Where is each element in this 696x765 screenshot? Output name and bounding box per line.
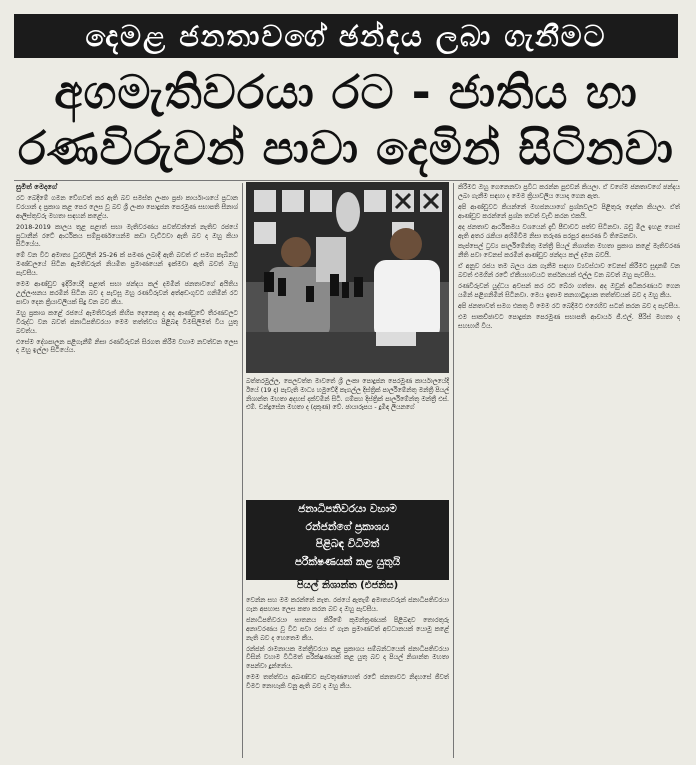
article-column-right xyxy=(458,183,680,758)
paragraph: ඒ අනුව රජය තම බලය රැක ගැනීම සඳහා ව්‍යවස්ථාව වෙනස් කිරීමට සූදානම් වන බවත් එමගින් රටේ ඒකීයභාවයට තර්ජනයක් එල්ල වන බවත් ඔහු පැවසීය. xyxy=(458,262,680,280)
paragraph: අපි ආණ්ඩුවට කියන්නේ මහජනයාගේ ප්‍රශ්නවලට පිළිතුරු දෙන්න කියලා. ඒත් ආණ්ඩුව කරන්නේ ප්‍රශ්න තවත් වැඩි කරන එකයි. xyxy=(458,202,680,220)
paragraph: එසේම දේශපාලන පළිගැනීම් නිසා රණවිරුවන් සිරගත කිරීම වහාම නවත්වන ලෙස ද ඔහු ඉල්ලා සිටියේය. xyxy=(16,337,238,355)
photo-caption: බත්තරමුල්ල, පෙලවත්ත මාවතේ ශ්‍රී ලංකා පොදුජන පෙරමුණ කාර්යාලයේදී ඊයේ (19 දා) පැවැති මාධ්‍ය හමුවේදී කැගල්ල දිස්ත්‍රික් පාර්ලිමේන්තු මන්ත්‍රී පියල් නිශාන්ත මහතා අදහස් දක්වමින් සිටී. ගම්පහ දිස්ත්‍රික් පාර්ලිමේන්තු මන්ත්‍රී එස්. එම්. චන්ද්‍රසේන මහතා ද (දකුණ) වේ. ඡායාරූපය - දුමිඳ ලියනගේ xyxy=(246,378,449,412)
paragraph: ඔහු ප්‍රකාශ කළේ රජයේ ඇමතිවරුන් කිහිප දෙනෙකු ද අද ආණ්ඩුවේ තීරණවලට විරුද්ධ වන බවත් ජනාධිපතිවරයා මෙම තත්ත්වය පිළිබඳ විමසිලිමත් විය යුතු බවත්ය. xyxy=(16,308,238,335)
paragraph: මේ වන විට අමාත්‍ය ධුරවලින් 25-26 ක් පමණ ලබාදී ඇති බවත් ඒ සමග කැබිනට් මණ්ඩලයේ සිටින ඇමතිවරුන් නියමිත ප්‍රමාණයෙන් ඉක්මවා ඇති බවත් ඔහු පැවසීය. xyxy=(16,251,238,278)
paragraph: වෙන්න සහ මම කරන්නේ නැත. රජයේ ඇතැම් අමාත්‍යවරුන් ජනාධිපතිවරයා ගැන අපහාස ලෙස කතා කරන බව ද ඔහු පැවසීය. xyxy=(246,596,449,613)
paragraph: රන්ජන් රාමනායක මන්ත්‍රීවරයා කළ ප්‍රකාශය සම්බන්ධයෙන් ජනාධිපතිවරයා විසින් වහාම විධිමත් පරීක්ෂණයක් කළ යුතු බව ද පියල් නිශාන්ත මහතා පෙන්වා දුන්නේය. xyxy=(246,644,449,671)
pull-quote-line-2: රන්ජන්ගේ ප්‍රකාශය xyxy=(305,520,390,533)
author-byline: සුමිත් මෙදගේ xyxy=(16,183,57,191)
paragraph: අද ජනතාව ආර්ථිකමය වශයෙන් දැඩි පීඩාවට පත්ව සිටිනවා. බඩු මිල ඉහළ ගොස් ඇති අතර රැකියා අහිමිවීම නිසා තරුණ පරපුර අසරණ වී තිබෙනවා. xyxy=(458,222,680,240)
headline-line-1: අගමැතිවරයා රට - ජාතිය හා xyxy=(54,65,638,119)
article-column-middle xyxy=(246,596,449,758)
paragraph: එම සාකච්ඡාවට පොදුජන පෙරමුණ සභාපති ආචාර්ය ජී.එල්. පීරිස් මහතා ද සහභාගී විය. xyxy=(458,312,680,330)
pull-quote-line-3: පිළිබඳ විධිමත් xyxy=(315,538,380,550)
paragraph: රට බෙදීමේ ගමන වේගවත් කර ඇති බව සමස්ත ලංකා ප්‍රජා කාර්යාංශයේ ප්‍රධාන වරයාන් ද ප්‍රකාශ කළ පෙර ලෙස වූ බව ශ්‍රී ලංකා පොදුජන පෙරමුණ සභාපති සීනාශ් ආලිස්තුවරු මහතා සඳහන් කළේය. xyxy=(16,193,238,220)
column-divider xyxy=(242,183,243,758)
paragraph: ජනාධිපතිවරයා ඝාතනය කිරීමේ කුමන්ත්‍රණයක් පිළිබඳව තොරතුරු අනාවරණය වූ විට පවා රජය ඒ ගැන ප්‍රමාණවත් අවධානයක් යොමු කළේ නැති බව ද හෙතෙම කීය. xyxy=(246,615,449,642)
pull-quote-box xyxy=(246,500,449,580)
photo-illustration xyxy=(246,182,449,373)
paragraph: මෙම තත්ත්වය අඛණ්ඩව පැවතුණහොත් රටේ ජනතාවට නිදහසේ ජීවත් වීමට නොහැකි වනු ඇති බව ද ඔහු කීය. xyxy=(246,673,449,691)
article-column-left xyxy=(16,183,238,758)
paragraph: මෙම ආණ්ඩුව ඉදිරියේදී පළාත් සභා ඡන්දය කල් දමමින් ජනතාවගේ අයිතිය උල්ලංඝනය කරමින් සිටින බව ද පැවසූ ඔහු රණවිරුවන් අත්අඩංගුවට ගනිමින් රට පාවා දෙන ක්‍රියාවලියක් සිදු වන බව කීය. xyxy=(16,280,238,306)
divider xyxy=(14,180,678,181)
pull-quote-line-4: පරීක්ෂණයක් කළ යුතුයි xyxy=(294,555,401,568)
headline xyxy=(14,64,678,176)
pull-quote-line-1: ජනාධිපතිවරයා වහාම xyxy=(298,503,397,515)
paragraph: කිරීමට ඔහු ගෙනෙනවා ප්‍රවිධ කරන්න පුළුවන් කියලා. ඒ වගේම ජනතාවගේ ඡන්දය ලබා ගැනීම සඳහා ද මෙම ක්‍රියාවලිය යොදා ගෙන ඇත. xyxy=(458,183,680,200)
paragraph: 2018-2019 කාලය තුළ පළාත් සභා මැතිවරණය පවත්වන්නේ නැතිව රජයේ ප්‍රධානීන් රටේ ආර්ථිකය සම්පූර්ණයෙන්ම කඩා වැට්ටවා ඇති බව ද ඔහු කියා සිටියේය. xyxy=(16,222,238,249)
column-divider xyxy=(453,183,454,758)
kicker-banner: දෙමළ ජනතාවගේ ඡන්දය ලබා ගැනීමට xyxy=(14,14,678,58)
paragraph: අපි ජනතාවත් සමග එකතු වී මෙම රට බෙදීමට එරෙහිව සටන් කරන බව ද පැවසීය. xyxy=(458,301,680,310)
press-conference-photo xyxy=(246,182,449,373)
paragraph: රණවිරුවන් යුද්ධය අවසන් කර රට බේරා ගත්තා. අද ඔවුන් අධිකරණයට ගෙන යමින් පළිගනිමින් සිටිනවා. මෙය ඉතාම කනගාටුදායක තත්ත්වයක් බව ද ඔහු කීය. xyxy=(458,282,680,299)
headline-line-2: රණවිරුවන් පාවා දෙමින් සිටිනවා xyxy=(18,121,674,175)
pull-quote-byline: පියල් නිශාන්ත (එජනිස) xyxy=(296,580,399,591)
paragraph: කැප්සෙල් ධ්‍රව්‍ය පාර්ලිමේන්තු මන්ත්‍රී පියල් නිශාන්ත මහතා ප්‍රකාශ කළේ මැතිවරණ නීති පවා වෙනස් කරමින් ආණ්ඩුව ඡන්දය කල් දමන බවයි. xyxy=(458,242,680,260)
